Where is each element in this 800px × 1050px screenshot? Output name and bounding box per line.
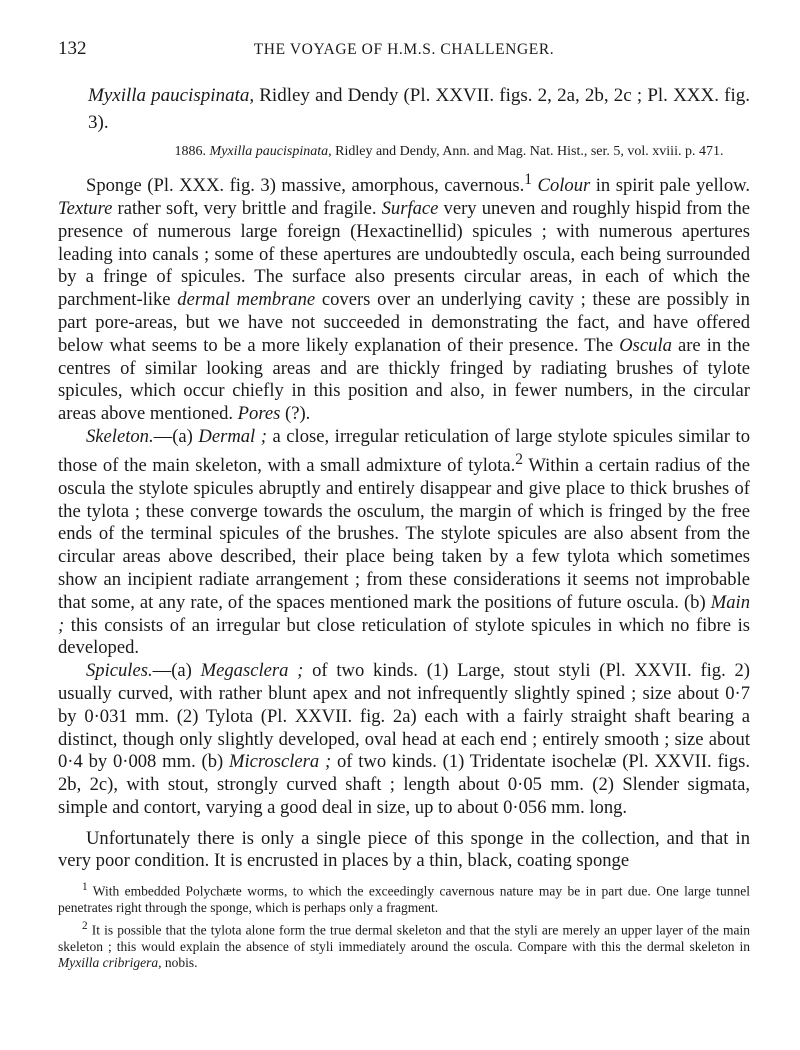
term-microsclera: Microsclera ; — [228, 751, 332, 773]
text-run: in spirit pale yellow. — [590, 175, 750, 197]
footnote-1 — [58, 879, 750, 916]
text-run: are in the centres of similar looking areas and are thickly fringed by radiating brushes of tylote spicules, which occur chiefly in this position and also, in fewer numbers, in the circular areas above mentioned. — [58, 334, 750, 425]
species-name: Myxilla paucispinata, — [88, 85, 255, 106]
page-number: 132 — [58, 38, 87, 59]
text-run: —(a) — [153, 425, 199, 447]
term-pores: Pores — [237, 403, 281, 425]
text-run: of two kinds. (1) Large, stout styli (Pl. XXVII. fig. 2) usually curved, with rather blunt apex and not infrequently slightly spined ; size about 0·7 by 0·031 mm. (2) Tylota (Pl. XXVII. fig. 2a) each with a fairly straight shaft bearing a distinct, though only slightly developed, oval head at each end ; entirely smooth ; size about 0·4 by 0·008 mm. (b) — [58, 660, 750, 773]
text-run: rather soft, very brittle and fragile. — [112, 197, 382, 219]
species-authority: Ridley and Dendy (Pl. XXVII. figs. 2, 2a, 2b, 2c ; Pl. XXX. fig. 3). — [88, 85, 750, 133]
footnote-2-species: Myxilla cribrigera, — [58, 955, 162, 971]
synonymy-name: Myxilla paucispinata, — [209, 144, 332, 159]
paragraph-skeleton — [58, 426, 750, 660]
term-surface: Surface — [381, 197, 439, 219]
text-run: Within a certain radius of the oscula the stylote spicules abruptly and entirely disappear and give place to thick brushes of the tylota ; these converge towards the osculum, the margin of which is fringed by the free ends of the terminal spicules of the brushes. The stylote spicules are also absent from the circular areas above described, their place being taken by a few tylota which sometimes show an incipient radiate arrangement ; from these considerations it seems not improbable that some, at any rate, of the spaces mentioned mark the positions of future oscula. (b) — [58, 454, 750, 613]
text-run: Sponge (Pl. XXX. fig. 3) massive, amorphous, cavernous. — [86, 175, 525, 197]
text-run: very uneven and roughly hispid from the presence of numerous large foreign (Hexactinellid) spicules ; with numerous apertures leading into canals ; some of these apertures are undoubtedly oscula, each being surrounded by a fringe of spicules. The surface also presents circular areas, in each of which the parchment-like — [58, 197, 751, 311]
synonymy-reference — [148, 142, 750, 161]
footnotes — [58, 879, 750, 971]
running-head — [58, 38, 750, 68]
footnote-ref-1: 1 — [524, 171, 533, 188]
text-run: of two kinds. (1) Tridentate isochelæ (Pl. XXVII. figs. 2b, 2c), with stout, strongly curved shaft ; length about 0·05 mm. (2) Slender sigmata, simple and contort, varying a good deal in size, up to about 0·056 mm. long. — [58, 751, 750, 818]
paragraph-spicules — [58, 660, 750, 820]
footnote-2-text: It is possible that the tylota alone form the true dermal skeleton and that the styli are merely an upper layer of the main skeleton ; this would explain the absence of styli immediately around the oscula. Compare with this the dermal skeleton in — [58, 922, 750, 954]
term-oscula: Oscula — [619, 334, 672, 356]
text-run: (?). — [280, 403, 311, 425]
paragraph-remarks: Unfortunately there is only a single piece of this sponge in the collection, and that in very poor condition. It is encrusted in places by a thin, black, coating sponge — [58, 827, 750, 872]
term-texture: Texture — [58, 197, 113, 219]
footnote-mark-1: 1 — [82, 881, 88, 894]
text-run: a close, irregular reticulation of large stylote spicules similar to those of the main skeleton, with a small admixture of tylota. — [58, 425, 750, 476]
footnote-ref-2: 2 — [515, 450, 524, 468]
term-dermal-membrane: dermal membrane — [177, 289, 316, 311]
term-main: Main ; — [58, 591, 750, 636]
text-run: this consists of an irregular but close reticulation of stylote spicules in which no fibre is developed. — [58, 614, 750, 659]
footnote-2-text-end: nobis. — [161, 955, 198, 971]
synonymy-citation: Ridley and Dendy, Ann. and Mag. Nat. Hist., ser. 5, vol. xviii. p. 471. — [331, 144, 724, 159]
term-spicules: Spicules. — [86, 660, 153, 682]
document-page — [58, 38, 750, 971]
term-colour: Colour — [537, 175, 591, 197]
text-run: covers over an underlying cavity ; these are possibly in part pore-areas, but we have not succeeded in demonstrating the fact, and have offered below what seems to be a more likely explanation of their presence. The — [58, 289, 750, 356]
running-title: THE VOYAGE OF H.M.S. CHALLENGER. — [253, 41, 555, 58]
footnote-1-text: With embedded Polychæte worms, to which the exceedingly cavernous nature may be in part due. One large tunnel penetrates right through the sponge, which is perhaps only a fragment. — [58, 883, 750, 915]
paragraph-general — [58, 169, 750, 426]
species-description — [58, 169, 750, 873]
term-dermal: Dermal ; — [198, 425, 267, 447]
term-skeleton: Skeleton. — [86, 425, 154, 447]
synonymy-year: 1886. — [174, 144, 210, 159]
footnote-mark-2: 2 — [82, 920, 88, 933]
footnote-2 — [58, 918, 750, 971]
term-megasclera: Megasclera ; — [200, 660, 304, 682]
species-heading — [88, 82, 750, 136]
text-run: —(a) — [152, 660, 201, 682]
